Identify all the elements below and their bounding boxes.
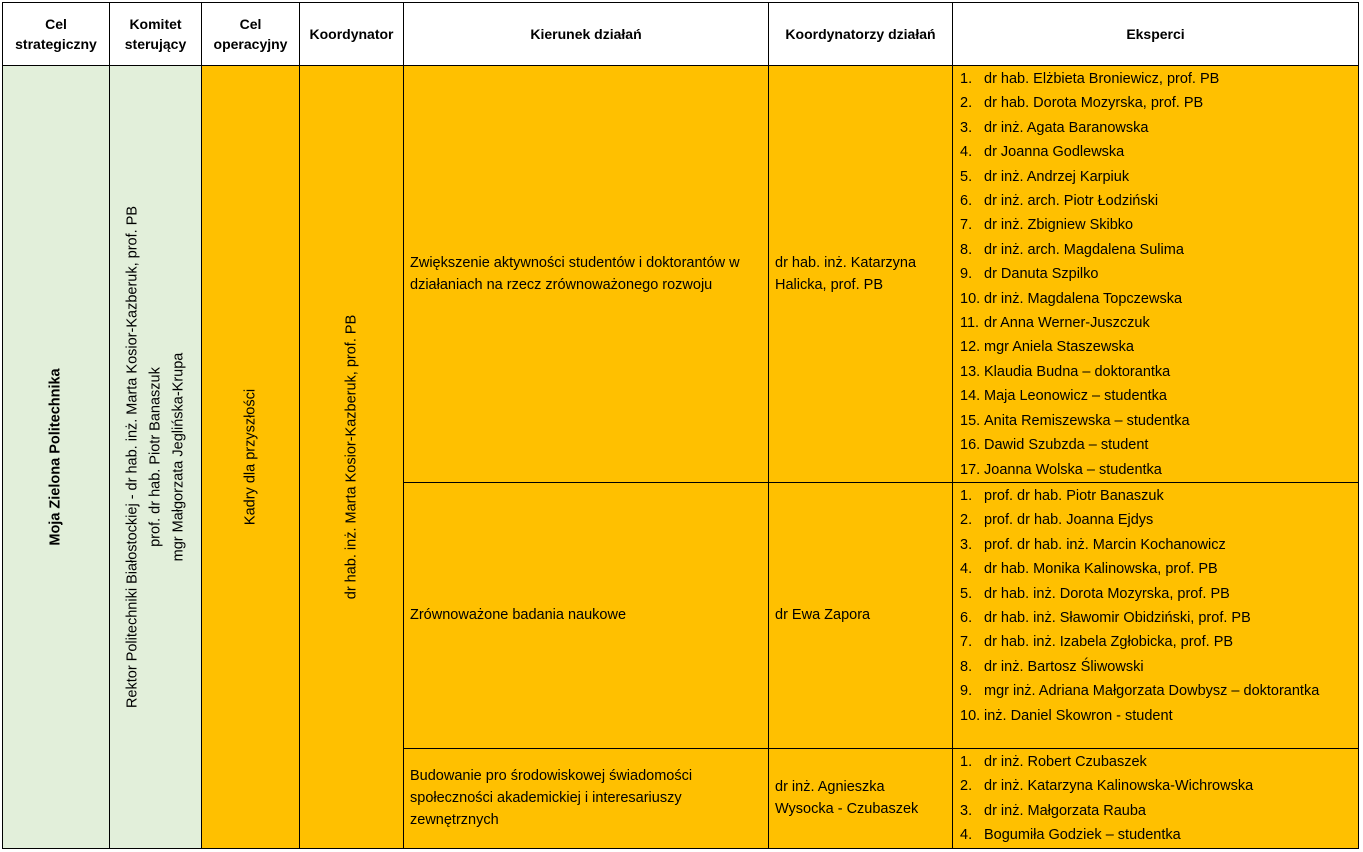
list-item [953,213,1358,237]
list-item [953,533,1358,557]
list-item [953,750,1358,774]
list-item [953,508,1358,532]
header-koordynatorzy: Koordynatorzy działań [769,3,953,66]
list-item-number: 5. [960,168,973,185]
expert-name: dr inż. Katarzyna Kalinowska-Wichrowska [984,778,1254,795]
list-item [953,384,1358,408]
list-item-number: 3. [960,119,973,136]
list-item-number: 1. [960,487,973,504]
komitet-line-2: prof. dr hab. Piotr Banaszuk [147,367,163,547]
expert-name: dr Anna Werner-Juszczuk [984,315,1150,332]
list-item-number: 6. [960,609,973,626]
expert-name: inż. Daniel Skowron - student [984,707,1173,724]
header-cel-operacyjny: Cel operacyjny [202,3,300,66]
list-item [953,606,1358,630]
list-item-number: 12. [960,339,981,356]
list-item-number: 17. [960,461,981,478]
expert-name: dr hab. Elżbieta Broniewicz, prof. PB [984,71,1220,87]
list-item [953,409,1358,433]
list-item [953,262,1358,286]
list-item [953,704,1358,728]
komitet-cell [110,66,202,849]
expert-name: Klaudia Budna – doktorantka [984,363,1171,380]
list-item-number: 7. [960,217,973,234]
expert-name: dr inż. arch. Piotr Łodziński [984,193,1159,210]
list-item-number: 2. [960,778,973,795]
expert-name: prof. dr hab. Joanna Ejdys [984,512,1154,529]
eksperci-cell [953,66,1359,483]
expert-name: Anita Remiszewska – studentka [984,412,1190,429]
list-item-number: 4. [960,144,973,161]
list-item [953,823,1358,847]
expert-name: dr inż. Agata Baranowska [984,119,1149,136]
list-item [953,360,1358,384]
expert-name: dr inż. Bartosz Śliwowski [984,658,1144,675]
expert-name: prof. dr hab. Piotr Banaszuk [984,487,1164,504]
list-item [953,165,1358,189]
header-komitet-sterujacy: Komitet sterujący [110,3,202,66]
list-item-number: 8. [960,241,973,258]
list-item [953,433,1358,457]
expert-name: dr hab. inż. Dorota Mozyrska, prof. PB [984,585,1230,602]
list-item [953,67,1358,91]
header-kierunek: Kierunek działań [404,3,769,66]
komitet-line-1: Rektor Politechniki Białostockiej - dr hab. inż. Marta Kosior-Kazberuk, prof. PB [124,205,140,709]
header-cel-strategiczny: Cel strategiczny [3,3,110,66]
expert-table [2,2,1359,849]
list-item [953,655,1358,679]
header-koordynator: Koordynator [300,3,404,66]
list-item-number: 15. [960,412,981,429]
kierunek-cell: Budowanie pro środowiskowej świadomości społeczności akademickiej i interesariuszy zewnętrznych [404,748,769,848]
list-item [953,774,1358,798]
list-item [953,189,1358,213]
list-item-number: 16. [960,437,981,454]
list-item-number: 6. [960,193,973,210]
table-row [3,66,1359,483]
header-eksperci: Eksperci [953,3,1359,66]
cel-strategiczny-text: Moja Zielona Politechnika [47,368,64,546]
list-item-number: 14. [960,388,981,405]
expert-name: Maja Leonowicz – studentka [984,388,1167,405]
koordynatorzy-cell: dr hab. inż. Katarzyna Halicka, prof. PB [769,66,953,483]
list-item [953,630,1358,654]
list-item-number: 3. [960,802,973,819]
list-item-number: 4. [960,561,973,578]
list-item [953,582,1358,606]
expert-name: dr inż. Zbigniew Skibko [984,217,1134,234]
list-item-number: 2. [960,95,973,112]
list-item [953,458,1358,482]
expert-name: Bogumiła Godziek – studentka [984,827,1181,844]
cel-operacyjny-text: Kadry dla przyszłości [242,388,258,526]
expert-name: mgr inż. Adriana Małgorzata Dowbysz – doktorantka [984,683,1320,700]
list-item-number: 11. [960,315,980,332]
list-item [953,679,1358,703]
list-item-number: 1. [960,753,973,770]
expert-name: prof. dr hab. inż. Marcin Kochanowicz [984,536,1226,553]
list-item-number: 3. [960,536,973,553]
list-item-number: 10. [960,290,981,307]
expert-name: dr Danuta Szpilko [984,266,1099,283]
eksperci-cell [953,748,1359,848]
expert-name: dr inż. Robert Czubaszek [984,753,1147,770]
list-item [953,116,1358,140]
expert-name: dr inż. Andrzej Karpiuk [984,168,1130,185]
expert-name: Dawid Szubzda – student [984,437,1149,454]
list-item-number: 9. [960,683,973,700]
list-item [953,311,1358,335]
list-item-number: 13. [960,363,981,380]
koordynatorzy-cell: dr inż. Agnieszka Wysocka - Czubaszek [769,748,953,848]
komitet-line-3: mgr Małgorzata Jeglińska-Krupa [170,352,186,562]
komitet-text [121,206,190,708]
eksperci-list [953,66,1358,482]
list-item-number: 2. [960,512,973,529]
expert-name: dr Joanna Godlewska [984,144,1125,161]
list-item-number: 10. [960,707,981,724]
list-item-number: 4. [960,827,973,844]
list-item-number: 7. [960,634,973,651]
header-row [3,3,1359,66]
list-item [953,238,1358,262]
list-item [953,484,1358,508]
expert-name: dr hab. inż. Izabela Zgłobicka, prof. PB [984,634,1234,651]
list-item [953,557,1358,581]
list-item [953,91,1358,115]
eksperci-list [953,749,1358,848]
list-item-number: 5. [960,585,973,602]
list-item-number: 8. [960,658,973,675]
koordynator-text: dr hab. inż. Marta Kosior-Kazberuk, prof. PB [343,314,359,600]
koordynatorzy-cell: dr Ewa Zapora [769,482,953,748]
kierunek-cell: Zwiększenie aktywności studentów i doktorantów w działaniach na rzecz zrównoważonego rozwoju [404,66,769,483]
list-item-number: 1. [960,71,973,87]
list-item [953,287,1358,311]
expert-name: dr inż. Małgorzata Rauba [984,802,1146,819]
cel-strategiczny-cell [3,66,110,849]
list-item [953,335,1358,359]
list-item [953,799,1358,823]
expert-name: dr hab. Dorota Mozyrska, prof. PB [984,95,1204,112]
expert-name: Joanna Wolska – studentka [984,461,1162,478]
list-item [953,140,1358,164]
cel-operacyjny-cell [202,66,300,849]
koordynator-cell [300,66,404,849]
expert-name: dr hab. Monika Kalinowska, prof. PB [984,561,1218,578]
expert-name: dr inż. Magdalena Topczewska [984,290,1183,307]
eksperci-cell [953,482,1359,748]
eksperci-list [953,483,1358,728]
list-item-number: 9. [960,266,973,283]
kierunek-cell: Zrównoważone badania naukowe [404,482,769,748]
expert-name: dr inż. arch. Magdalena Sulima [984,241,1184,258]
expert-name: mgr Aniela Staszewska [984,339,1134,356]
expert-name: dr hab. inż. Sławomir Obidziński, prof. PB [984,609,1251,626]
